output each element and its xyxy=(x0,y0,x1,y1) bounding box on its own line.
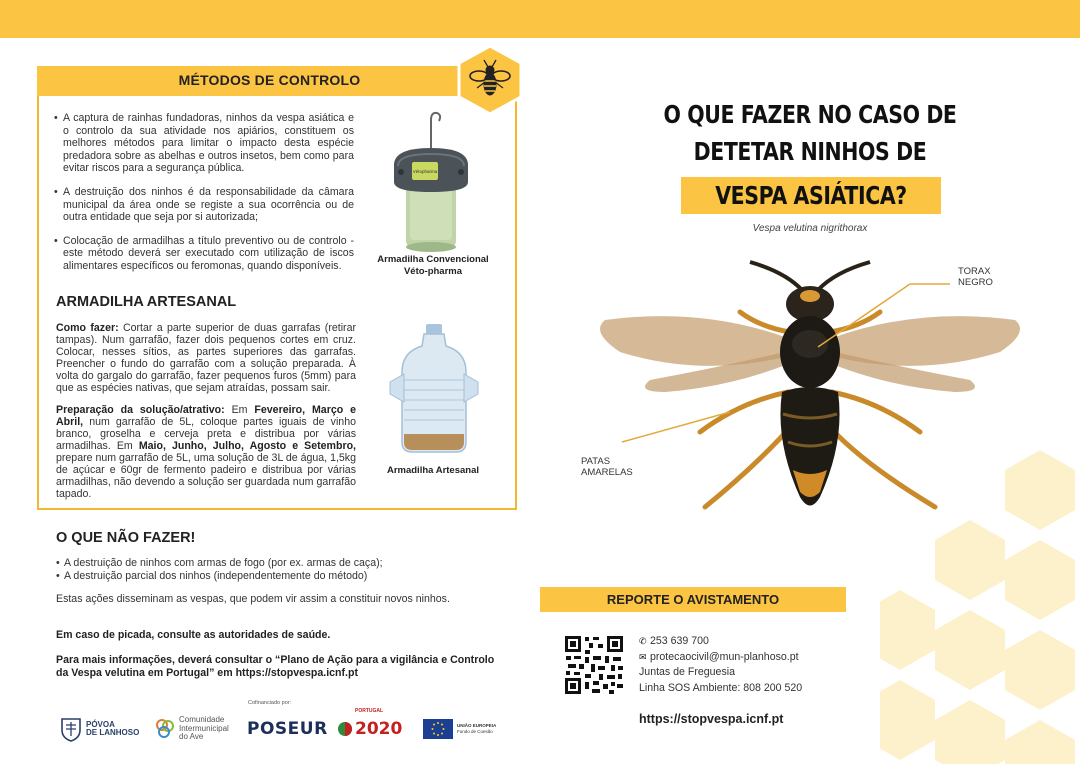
phone-row xyxy=(639,634,802,650)
stopvespa-link[interactable]: https://stopvespa.icnf.pt xyxy=(639,712,784,726)
linha-sos-text: Linha SOS Ambiente: 808 200 520 xyxy=(639,681,803,694)
ave-text: Comunidade xyxy=(179,715,225,725)
patas-label-line: PATAS xyxy=(581,456,611,467)
methods-title: MÉTODOS DE CONTROLO xyxy=(178,72,361,88)
methods-bullet: • A destruição dos ninhos é da responsabilidade da câmara municipal da área onde se registe a sua ocorrência ou de outra entidade que seja por si autorizada; xyxy=(54,186,354,224)
torax-label-line: NEGRO xyxy=(958,277,993,288)
eu-flag-icon xyxy=(423,719,453,739)
conventional-trap-image xyxy=(386,110,476,255)
email-address[interactable]: protecaocivil@mun-planhoso.pt xyxy=(650,650,799,663)
poseur-logo xyxy=(247,712,328,746)
povoa-crest-icon xyxy=(60,716,82,742)
torax-label-line: TORAX xyxy=(958,266,991,277)
trap1-caption-line2: Véto-pharma xyxy=(403,265,463,277)
povoa-text: PÓVOA xyxy=(86,719,115,729)
more-info-text: Para mais informações, deverá consultar o “Plano de Ação para a vigilância e Controlo da Vespa velutina em Portugal” em https://stopvespa.icnf.pt xyxy=(56,654,495,679)
nao-fazer-item: • A destruição de ninhos com armas de fogo (por ex. armas de caça); xyxy=(56,557,496,570)
artesanal-text xyxy=(56,322,356,509)
email-row xyxy=(639,650,802,666)
methods-bullet: • Colocação de armadilhas a título preventivo ou de controlo - este método deverá ser executado com utilização de iscos alimentares específicos ou feromonas, quando disponíveis. xyxy=(54,235,354,273)
preparacao-text: Em xyxy=(224,403,255,416)
preparacao-label: Preparação da solução/atrativo: xyxy=(56,403,225,416)
top-yellow-band xyxy=(0,0,1080,38)
juntas-text: Juntas de Freguesia xyxy=(639,666,735,678)
eu-text: UNIÃO EUROPEIA xyxy=(457,723,497,728)
trap1-caption-line1: Armadilha Convencional xyxy=(377,254,489,265)
picada-notice: Em caso de picada, consulte as autoridades de saúde. xyxy=(56,629,331,641)
eu-text: Fundo de Coesão xyxy=(457,729,493,734)
comunidade-ave-logo xyxy=(154,712,229,746)
artisanal-trap-image xyxy=(388,322,480,457)
main-title-line2: DETETAR NINHOS DE xyxy=(693,137,927,166)
portugal-2020-icon xyxy=(337,720,353,738)
bee-hex-badge xyxy=(457,44,523,116)
trap1-caption xyxy=(370,254,496,277)
nao-fazer-title: O QUE NÃO FAZER! xyxy=(56,530,196,546)
artesanal-title: ARMADILHA ARTESANAL xyxy=(56,294,237,310)
methods-bullet: • A captura de rainhas fundadoras, ninhos da vespa asiática e o controlo da sua atividade nos apiários, constituem os melhores métodos para limitar o impacto desta espécie predadora sobre as abelhas e outros insetos, bem como para evitar riscos para a segurança pública. xyxy=(54,112,354,175)
ave-text: Intermunicipal xyxy=(179,723,229,733)
report-title: REPORTE O AVISTAMENTO xyxy=(606,592,780,607)
main-title xyxy=(642,96,978,170)
povoa-lanhoso-logo xyxy=(60,712,139,746)
como-fazer-paragraph xyxy=(56,322,356,395)
ave-text: do Ave xyxy=(179,732,204,742)
preparacao-text: prepare num garrafão de 5L, uma solução de 3L de água, 1,5kg de açúcar e 60gr de fermento padeiro e distribua por várias armadilhas, não devendo a solução ser guardada num garrafão tapado. xyxy=(56,451,356,501)
trap2-caption: Armadilha Artesanal xyxy=(386,465,480,476)
eu-logo xyxy=(423,712,496,746)
ave-flower-icon xyxy=(154,717,176,741)
phone-icon: ✆ xyxy=(639,636,647,646)
qr-code[interactable] xyxy=(563,634,625,696)
p2020-text: 2020 xyxy=(355,719,403,739)
poseur-text: POSEUR xyxy=(247,719,328,739)
como-fazer-text: Cortar a parte superior de duas garrafas (retirar tampas). Num garrafão, fazer dois pequenos cortes em cruz. Colocar, nesses sítios, as partes superiores das garrafas. Preencher o fundo do garrafão com a solução preparada. À volta do gargalo do garrafão, fazer pequenos furos (5mm) para que as espécies nativas, que sejam atraídas, possam sair. xyxy=(56,322,356,395)
honeycomb-decoration xyxy=(880,440,1080,764)
povoa-text: DE LANHOSO xyxy=(86,728,140,737)
patas-label-line: AMARELAS xyxy=(581,467,633,478)
preparacao-months: Maio, Junho, Julho, Agosto e Setembro, xyxy=(138,439,356,452)
preparacao-text: num garrafão de 5L, coloque partes iguais de vinho branco, groselha e cerveja preta e distribua por várias armadilhas. Em xyxy=(56,415,356,452)
main-title-line1: O QUE FAZER NO CASO DE xyxy=(663,100,957,129)
preparacao-paragraph xyxy=(56,404,356,501)
cofinanciado-label: Cofinanciado por: xyxy=(248,700,292,706)
contact-list xyxy=(639,634,802,696)
como-fazer-label: Como fazer: xyxy=(56,322,119,334)
patas-label xyxy=(581,456,633,478)
main-title-line3: VESPA ASIÁTICA? xyxy=(715,181,907,210)
methods-bullet-list xyxy=(54,112,354,284)
trap-brand-text: Vétopharma xyxy=(412,169,438,174)
phone-number[interactable]: 253 639 700 xyxy=(650,635,709,647)
nao-fazer-note: Estas ações disseminam as vespas, que podem vir assim a constituir novos ninhos. xyxy=(56,593,450,605)
portugal-text: PORTUGAL xyxy=(355,708,384,714)
email-icon: ✉ xyxy=(639,651,647,662)
preparacao-months: Fevereiro, Março e Abril, xyxy=(56,403,356,428)
torax-label xyxy=(958,266,993,288)
nao-fazer-list xyxy=(56,557,496,582)
nao-fazer-item: • A destruição parcial dos ninhos (independentemente do método) xyxy=(56,570,496,583)
portugal-2020-logo xyxy=(337,708,403,746)
scientific-name: Vespa velutina nigrithorax xyxy=(752,223,868,234)
